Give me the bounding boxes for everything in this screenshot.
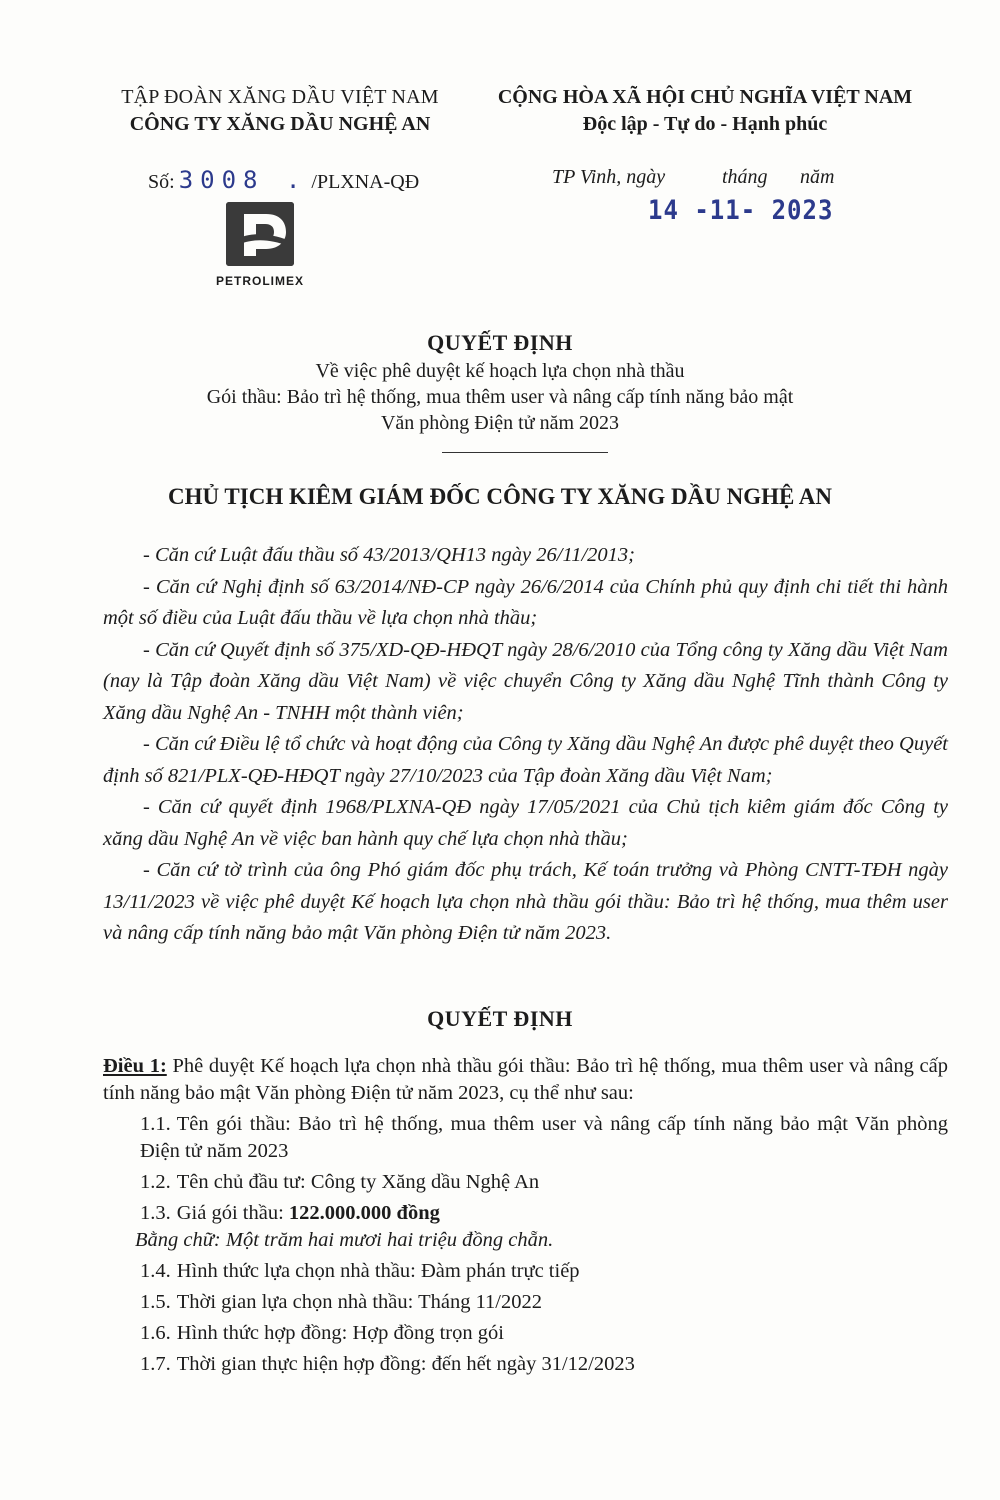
decision-heading: QUYẾT ĐỊNH <box>427 1006 573 1031</box>
item-number: 1.5. <box>140 1291 171 1313</box>
parent-org: TẬP ĐOÀN XĂNG DẦU VIỆT NAM <box>121 86 439 108</box>
basis-item: - Căn cứ Quyết định số 375/XD-QĐ-HĐQT ngày 28/6/2010 của Tổng công ty Xăng dầu Việt Nam (nay là Tập đoàn Xăng dầu Việt Nam) về việc chuyển Công ty Xăng dầu Nghệ Tĩnh thành Công ty Xăng dầu Nghệ An - TNHH một thành viên; <box>103 638 948 724</box>
basis-item: - Căn cứ Điều lệ tổ chức và hoạt động của Công ty Xăng dầu Nghệ An được phê duyệt theo Quyết định số 821/PLX-QĐ-HĐQT ngày 27/10/2023 của Tập đoàn Xăng dầu Việt Nam; <box>103 733 948 787</box>
year-label: năm <box>800 166 835 188</box>
place-date-line <box>552 166 834 189</box>
logo-mark <box>226 202 294 266</box>
petrolimex-logo-icon <box>226 202 294 266</box>
bid-price: 122.000.000 đồng <box>288 1202 440 1224</box>
month-label: tháng <box>722 166 768 188</box>
list-item <box>103 1351 948 1378</box>
article-text: Phê duyệt Kế hoạch lựa chọn nhà thầu gói thầu: Bảo trì hệ thống, mua thêm user và nâng cấp tính năng bảo mật Văn phòng Điện tử năm 2023, cụ thể như sau: <box>103 1055 948 1104</box>
item-number: 1.3. <box>140 1202 171 1224</box>
list-item <box>103 1169 948 1196</box>
item-number: 1.4. <box>140 1260 171 1282</box>
list-item <box>103 1289 948 1316</box>
basis-item: - Căn cứ quyết định 1968/PLXNA-QĐ ngày 17/05/2021 của Chủ tịch kiêm giám đốc Công ty xăng dầu Nghệ An về việc ban hành quy chế lựa chọn nhà thầu; <box>103 796 948 850</box>
company-name: CÔNG TY XĂNG DẦU NGHỆ AN <box>129 113 431 135</box>
issuer-block <box>95 86 465 136</box>
doc-no-suffix: /PLXNA-QĐ <box>311 171 420 193</box>
item-text: Hình thức hợp đồng: Hợp đồng trọn gói <box>176 1322 504 1344</box>
nation-name: CỘNG HÒA XÃ HỘI CHỦ NGHĨA VIỆT NAM <box>497 86 913 108</box>
price-in-words: Bằng chữ: Một trăm hai mươi hai triệu đồng chẵn. <box>135 1229 554 1251</box>
title-divider <box>442 452 608 453</box>
article-1 <box>103 1053 948 1378</box>
item-number: 1.2. <box>140 1171 171 1193</box>
item-text: Thời gian thực hiện hợp đồng: đến hết ngày 31/12/2023 <box>176 1353 635 1375</box>
item-number: 1.1. <box>140 1113 171 1135</box>
item-text: Giá gói thầu: <box>176 1202 284 1224</box>
subject-line-3: Văn phòng Điện tử năm 2023 <box>380 412 620 434</box>
list-item <box>103 1111 948 1165</box>
place-label: TP Vinh, ngày <box>552 166 666 188</box>
item-text: Tên gói thầu: Bảo trì hệ thống, mua thêm user và nâng cấp tính năng bảo mật Văn phòng Điện tử năm 2023 <box>140 1113 948 1162</box>
basis-item: - Căn cứ tờ trình của ông Phó giám đốc phụ trách, Kế toán trưởng và Phòng CNTT-TĐH ngày 13/11/2023 về việc phê duyệt Kế hoạch lựa chọn nhà thầu gói thầu: Bảo trì hệ thống, mua thêm user và nâng cấp tính năng bảo mật Văn phòng Điện tử năm 2023. <box>103 859 948 944</box>
item-number: 1.6. <box>140 1322 171 1344</box>
article-label: Điều 1: <box>103 1055 167 1077</box>
logo-wordmark: PETROLIMEX <box>215 274 304 288</box>
list-item <box>103 1200 948 1227</box>
article-1-intro <box>103 1053 948 1107</box>
subject-line-1: Về việc phê duyệt kế hoạch lựa chọn nhà thầu <box>315 360 685 382</box>
document-number <box>148 166 419 194</box>
date-stamp: 14 -11- 2023 <box>648 194 834 226</box>
basis-item: - Căn cứ Luật đấu thầu số 43/2013/QH13 ngày 26/11/2013; <box>143 544 635 566</box>
doc-no-stamp: 3008 . <box>178 166 308 194</box>
list-item <box>103 1320 948 1347</box>
decision-title: QUYẾT ĐỊNH <box>427 330 573 355</box>
national-motto: Độc lập - Tự do - Hạnh phúc <box>582 113 828 135</box>
doc-no-prefix: Số: <box>148 171 175 193</box>
item-text: Tên chủ đầu tư: Công ty Xăng dầu Nghệ An <box>176 1171 540 1193</box>
item-number: 1.7. <box>140 1353 171 1375</box>
list-item <box>103 1258 948 1285</box>
national-header <box>470 86 940 136</box>
basis-item: - Căn cứ Nghị định số 63/2014/NĐ-CP ngày 26/6/2014 của Chính phủ quy định chi tiết thi hành một số điều của Luật đấu thầu về lựa chọn nhà thầu; <box>103 575 948 629</box>
item-text: Hình thức lựa chọn nhà thầu: Đàm phán trực tiếp <box>176 1260 580 1282</box>
subject-line-2: Gói thầu: Bảo trì hệ thống, mua thêm user và nâng cấp tính năng bảo mật <box>206 386 794 408</box>
item-text: Thời gian lựa chọn nhà thầu: Tháng 11/2022 <box>176 1291 543 1313</box>
authority-heading: CHỦ TỊCH KIÊM GIÁM ĐỐC CÔNG TY XĂNG DẦU NGHỆ AN <box>167 484 833 509</box>
legal-basis <box>103 540 948 950</box>
